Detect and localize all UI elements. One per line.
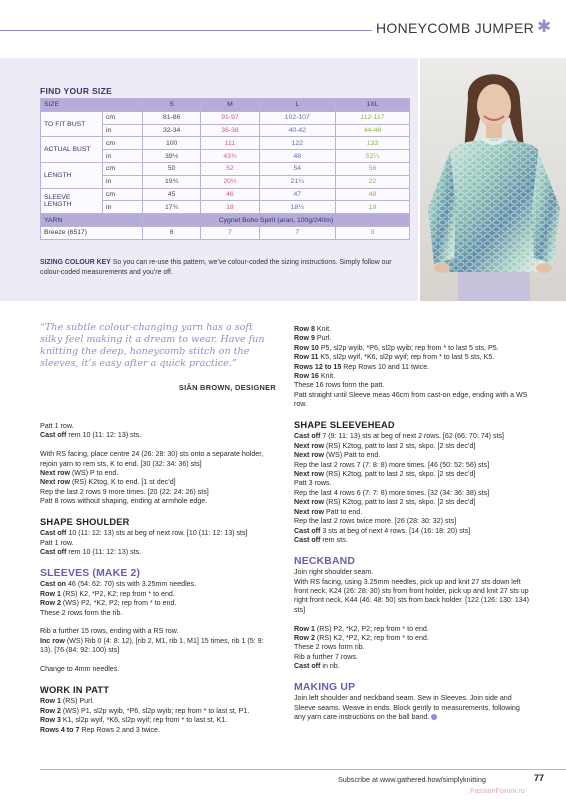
instruction: Rep the last 4 rows 6 (7: 7: 8) more times. [32 (34: 36: 38) sts] xyxy=(294,488,490,497)
instruction: Rib a further 15 rows, ending with a RS row. xyxy=(40,627,179,636)
quote-author: SIÂN BROWN, DESIGNER xyxy=(178,383,276,392)
section-heading-making-up: MAKING UP xyxy=(294,681,356,693)
section-heading-sleeves: SLEEVES (MAKE 2) xyxy=(40,568,141,580)
table-row xyxy=(41,226,410,239)
page-title: HONEYCOMB JUMPER xyxy=(376,20,535,36)
instruction: Change to 4mm needles. xyxy=(40,665,120,674)
cell: 133 xyxy=(335,137,409,150)
cell: 20½ xyxy=(201,175,259,188)
instruction: Row 10 P5, sl2p wyib, *P6, sl2p wyib; rep from * to last 5 sts, P5. xyxy=(294,343,499,352)
instruction: Row 2 (RS) K2, *P2, K2; rep from * to end. xyxy=(294,633,429,642)
instruction: Row 3 K1, sl2p wyif, *K6, sl2p wyif; rep from * to last st, K1. xyxy=(40,716,228,725)
cell: 21¼ xyxy=(259,175,335,188)
size-l: L xyxy=(259,99,335,112)
row-label: TO FIT BUST xyxy=(41,111,103,137)
instruction: Next row (RS) K2tog, K to end. [1 st dec’d] xyxy=(40,478,176,487)
row-unit: cm xyxy=(103,111,143,124)
section-heading-sleevehead: SHAPE SLEEVEHEAD xyxy=(294,420,395,431)
size-panel xyxy=(0,58,418,301)
instruction: Cast off 7 (9: 11: 13) sts at beg of next 2 rows. [62 (66: 70: 74) sts] xyxy=(294,432,505,441)
row-label: ACTUAL BUST xyxy=(41,137,103,163)
cell: 91-97 xyxy=(201,111,259,124)
cell: 56 xyxy=(335,162,409,175)
instruction: These 2 rows form rib. xyxy=(294,643,365,652)
section-heading-work-in-patt: WORK IN PATT xyxy=(40,684,110,695)
instruction: Join left shoulder and neckband seam. Sew in Sleeves. Join side and Sleeve seams. Weave in ends. Block gently to measurements, following any yarn care instructions on the ball band. xyxy=(294,694,520,722)
right-column xyxy=(294,325,532,723)
instruction: Next row (RS) K2tog, patt to last 2 sts, skpo. [2 sts dec’d] xyxy=(294,441,476,450)
header-rule xyxy=(0,30,372,31)
instruction: With RS facing, place centre 24 (26: 28: 30) sts onto a separate holder, rejoin yarn to rem sts, K to end. [30 (32: 34: 36) sts] xyxy=(40,450,264,468)
row-label: LENGTH xyxy=(41,162,103,188)
cell: 39½ xyxy=(143,150,201,163)
instruction: Cast on 46 (54: 62: 70) sts with 3.25mm needles. xyxy=(40,580,197,589)
yarn-header-row xyxy=(41,214,410,227)
table-row xyxy=(41,188,410,201)
row-label: SLEEVE LENGTH xyxy=(41,188,103,214)
yarn-label: YARN xyxy=(41,214,143,227)
cell: 54 xyxy=(259,162,335,175)
yarn-name: Cygnet Boho Spirit (aran, 100g/240m) xyxy=(143,214,410,227)
instruction: Rib a further 7 rows. xyxy=(294,652,358,661)
instruction: These 16 rows form the patt. xyxy=(294,381,385,390)
cell: 111 xyxy=(201,137,259,150)
cell: 122 xyxy=(259,137,335,150)
instruction: Cast off 3 sts at beg of next 4 rows. [14 (16: 18: 20) sts] xyxy=(294,526,471,535)
instruction: Cast off rem 10 (11: 12: 13) sts. xyxy=(40,431,142,440)
table-header-row xyxy=(41,99,410,112)
cell: 19 xyxy=(335,201,409,214)
cell: 52 xyxy=(201,162,259,175)
cell: 6 xyxy=(143,226,201,239)
size-m: M xyxy=(201,99,259,112)
cell: 18 xyxy=(201,201,259,214)
instruction: Next row (RS) K2tog, patt to last 2 sts, skpo. [2 sts dec’d] xyxy=(294,470,476,479)
instruction: Row 9 Purl. xyxy=(294,334,332,343)
table-row xyxy=(41,111,410,124)
instruction: Inc row (WS) Rib 0 (4: 8: 12), [rib 2, M1, rib 1, M1] 15 times, rib 1 (5: 9: 13). [76 (84: 92: 100) sts] xyxy=(40,636,264,655)
instruction: Cast off in rib. xyxy=(294,662,340,671)
table-row xyxy=(41,137,410,150)
section-heading-neckband: NECKBAND xyxy=(294,555,356,567)
instruction: Row 11 K5, sl2p wyif, *K6, sl2p wyif; rep from * to last 5 sts, K5. xyxy=(294,353,495,362)
size-heading: FIND YOUR SIZE xyxy=(40,86,113,96)
sizing-colour-key xyxy=(40,258,412,278)
row-unit: in xyxy=(103,201,143,214)
instruction: Patt 1 row. xyxy=(40,422,74,430)
instruction: Next row (RS) K2tog, patt to last 2 sts, skpo. [2 sts dec’d] xyxy=(294,498,476,507)
row-unit: cm xyxy=(103,162,143,175)
page-header xyxy=(0,18,566,44)
instruction: Row 1 (RS) P2, *K2, P2; rep from * to end. xyxy=(294,624,429,633)
yarn-colour: Breeze (6517) xyxy=(41,226,143,239)
cell: 48 xyxy=(335,188,409,201)
cell: 46 xyxy=(201,188,259,201)
cell: 81-86 xyxy=(143,111,201,124)
watermark: PassionForum.ru xyxy=(470,786,525,795)
cell: 7 xyxy=(201,226,259,239)
size-s: S xyxy=(143,99,201,112)
cell: 45 xyxy=(143,188,201,201)
cell: 44-46 xyxy=(335,124,409,137)
cell: 17¾ xyxy=(143,201,201,214)
row-unit: cm xyxy=(103,137,143,150)
instruction: Cast off 10 (11: 12: 13) sts at beg of next row. [10 (11: 12: 13) sts] xyxy=(40,529,248,538)
cell: 50 xyxy=(143,162,201,175)
cell: 43¾ xyxy=(201,150,259,163)
instruction: Next row Patt to end. xyxy=(294,507,363,516)
cell: 22 xyxy=(335,175,409,188)
cell: 36-38 xyxy=(201,124,259,137)
cell: 7 xyxy=(259,226,335,239)
row-unit: in xyxy=(103,124,143,137)
instruction: Rows 12 to 15 Rep Rows 10 and 11 twice. xyxy=(294,362,430,371)
model-photo xyxy=(420,58,566,301)
instruction: Next row (WS) Patt to end. xyxy=(294,451,381,460)
cell: 40-42 xyxy=(259,124,335,137)
instruction: Row 2 (WS) P2, *K2, P2; rep from * to end. xyxy=(40,599,177,608)
size-1xl: 1XL xyxy=(335,99,409,112)
page-number: 77 xyxy=(534,773,545,783)
jumper-photo-illustration xyxy=(420,58,566,301)
row-unit: in xyxy=(103,150,143,163)
table-row xyxy=(41,162,410,175)
instruction: Row 1 (RS) K2, *P2, K2; rep from * to end. xyxy=(40,589,175,598)
instruction: With RS facing, using 3.25mm needles, pick up and knit 27 sts down left front neck, K24 (26: 28: 30) sts from front holder, pick up and knit 27 sts up right front neck, K44 (46: 48: 50) sts from back holder. [122 (126: 130: 134) sts] xyxy=(294,577,530,614)
instruction: Rep the last 2 rows 7 (7: 8: 8) more times. [46 (50: 52: 56) sts] xyxy=(294,460,490,469)
cell: 18½ xyxy=(259,201,335,214)
left-column xyxy=(40,422,276,735)
row-unit: in xyxy=(103,175,143,188)
cell: 8 xyxy=(335,226,409,239)
instruction: Rep the last 2 rows 9 more times. [20 (22: 24: 26) sts] xyxy=(40,487,209,496)
instruction: Patt 8 rows without shaping, ending at armhole edge. xyxy=(40,497,208,506)
instruction: Row 8 Knit. xyxy=(294,325,332,333)
instruction: Row 1 (RS) Purl. xyxy=(40,697,94,706)
cell: 48 xyxy=(259,150,335,163)
instruction: Patt straight until Sleeve meas 46cm from cast-on edge, ending with a WS row. xyxy=(294,390,528,409)
size-table xyxy=(40,98,410,240)
instruction: Cast off rem sts. xyxy=(294,535,348,544)
instruction: Join right shoulder seam. xyxy=(294,568,374,577)
size-header-label: SIZE xyxy=(41,99,143,112)
cell: 112-117 xyxy=(335,111,409,124)
cell: 52¼ xyxy=(335,150,409,163)
footer-rule xyxy=(40,769,566,770)
instruction: Row 16 Knit. xyxy=(294,372,336,381)
instruction: Rows 4 to 7 Rep Rows 2 and 3 twice. xyxy=(40,725,160,734)
end-dot-icon xyxy=(431,714,437,720)
section-heading-shoulder: SHAPE SHOULDER xyxy=(40,517,130,528)
instruction: Patt 3 rows. xyxy=(294,479,332,488)
sizing-key-heading: SIZING COLOUR KEY xyxy=(40,259,111,266)
asterisk-icon: ✱ xyxy=(537,17,552,36)
cell: 100 xyxy=(143,137,201,150)
row-unit: cm xyxy=(103,188,143,201)
instruction: Patt 1 row. xyxy=(40,538,74,547)
instruction: Cast off rem 10 (11: 12: 13) sts. xyxy=(40,548,142,557)
sizing-key-text: So you can re-use this pattern, we’ve colour-coded the sizing instructions. Simply follow our colour-coded measurements and you’re off. xyxy=(40,259,392,276)
instruction: Rep the last 2 rows twice more. [26 (28: 30: 32) sts] xyxy=(294,517,457,526)
designer-quote: “The subtle colour-changing yarn has a soft silky feel making it a dream to wear. Have fun knitting the deep, honeycomb stitch on the sleeves, it’s easy after a quick practice.” xyxy=(40,322,265,369)
subscribe-link[interactable]: Subscribe at www.gathered.how/simplyknitting xyxy=(338,775,486,784)
cell: 47 xyxy=(259,188,335,201)
cell: 32-34 xyxy=(143,124,201,137)
instruction: These 2 rows form the rib. xyxy=(40,608,123,617)
instruction: Next row (WS) P to end. xyxy=(40,469,119,478)
cell: 19¾ xyxy=(143,175,201,188)
cell: 102-107 xyxy=(259,111,335,124)
instruction: Row 2 (WS) P1, sl2p wyib, *P6, sl2p wyib; rep from * to last st, P1. xyxy=(40,706,250,715)
